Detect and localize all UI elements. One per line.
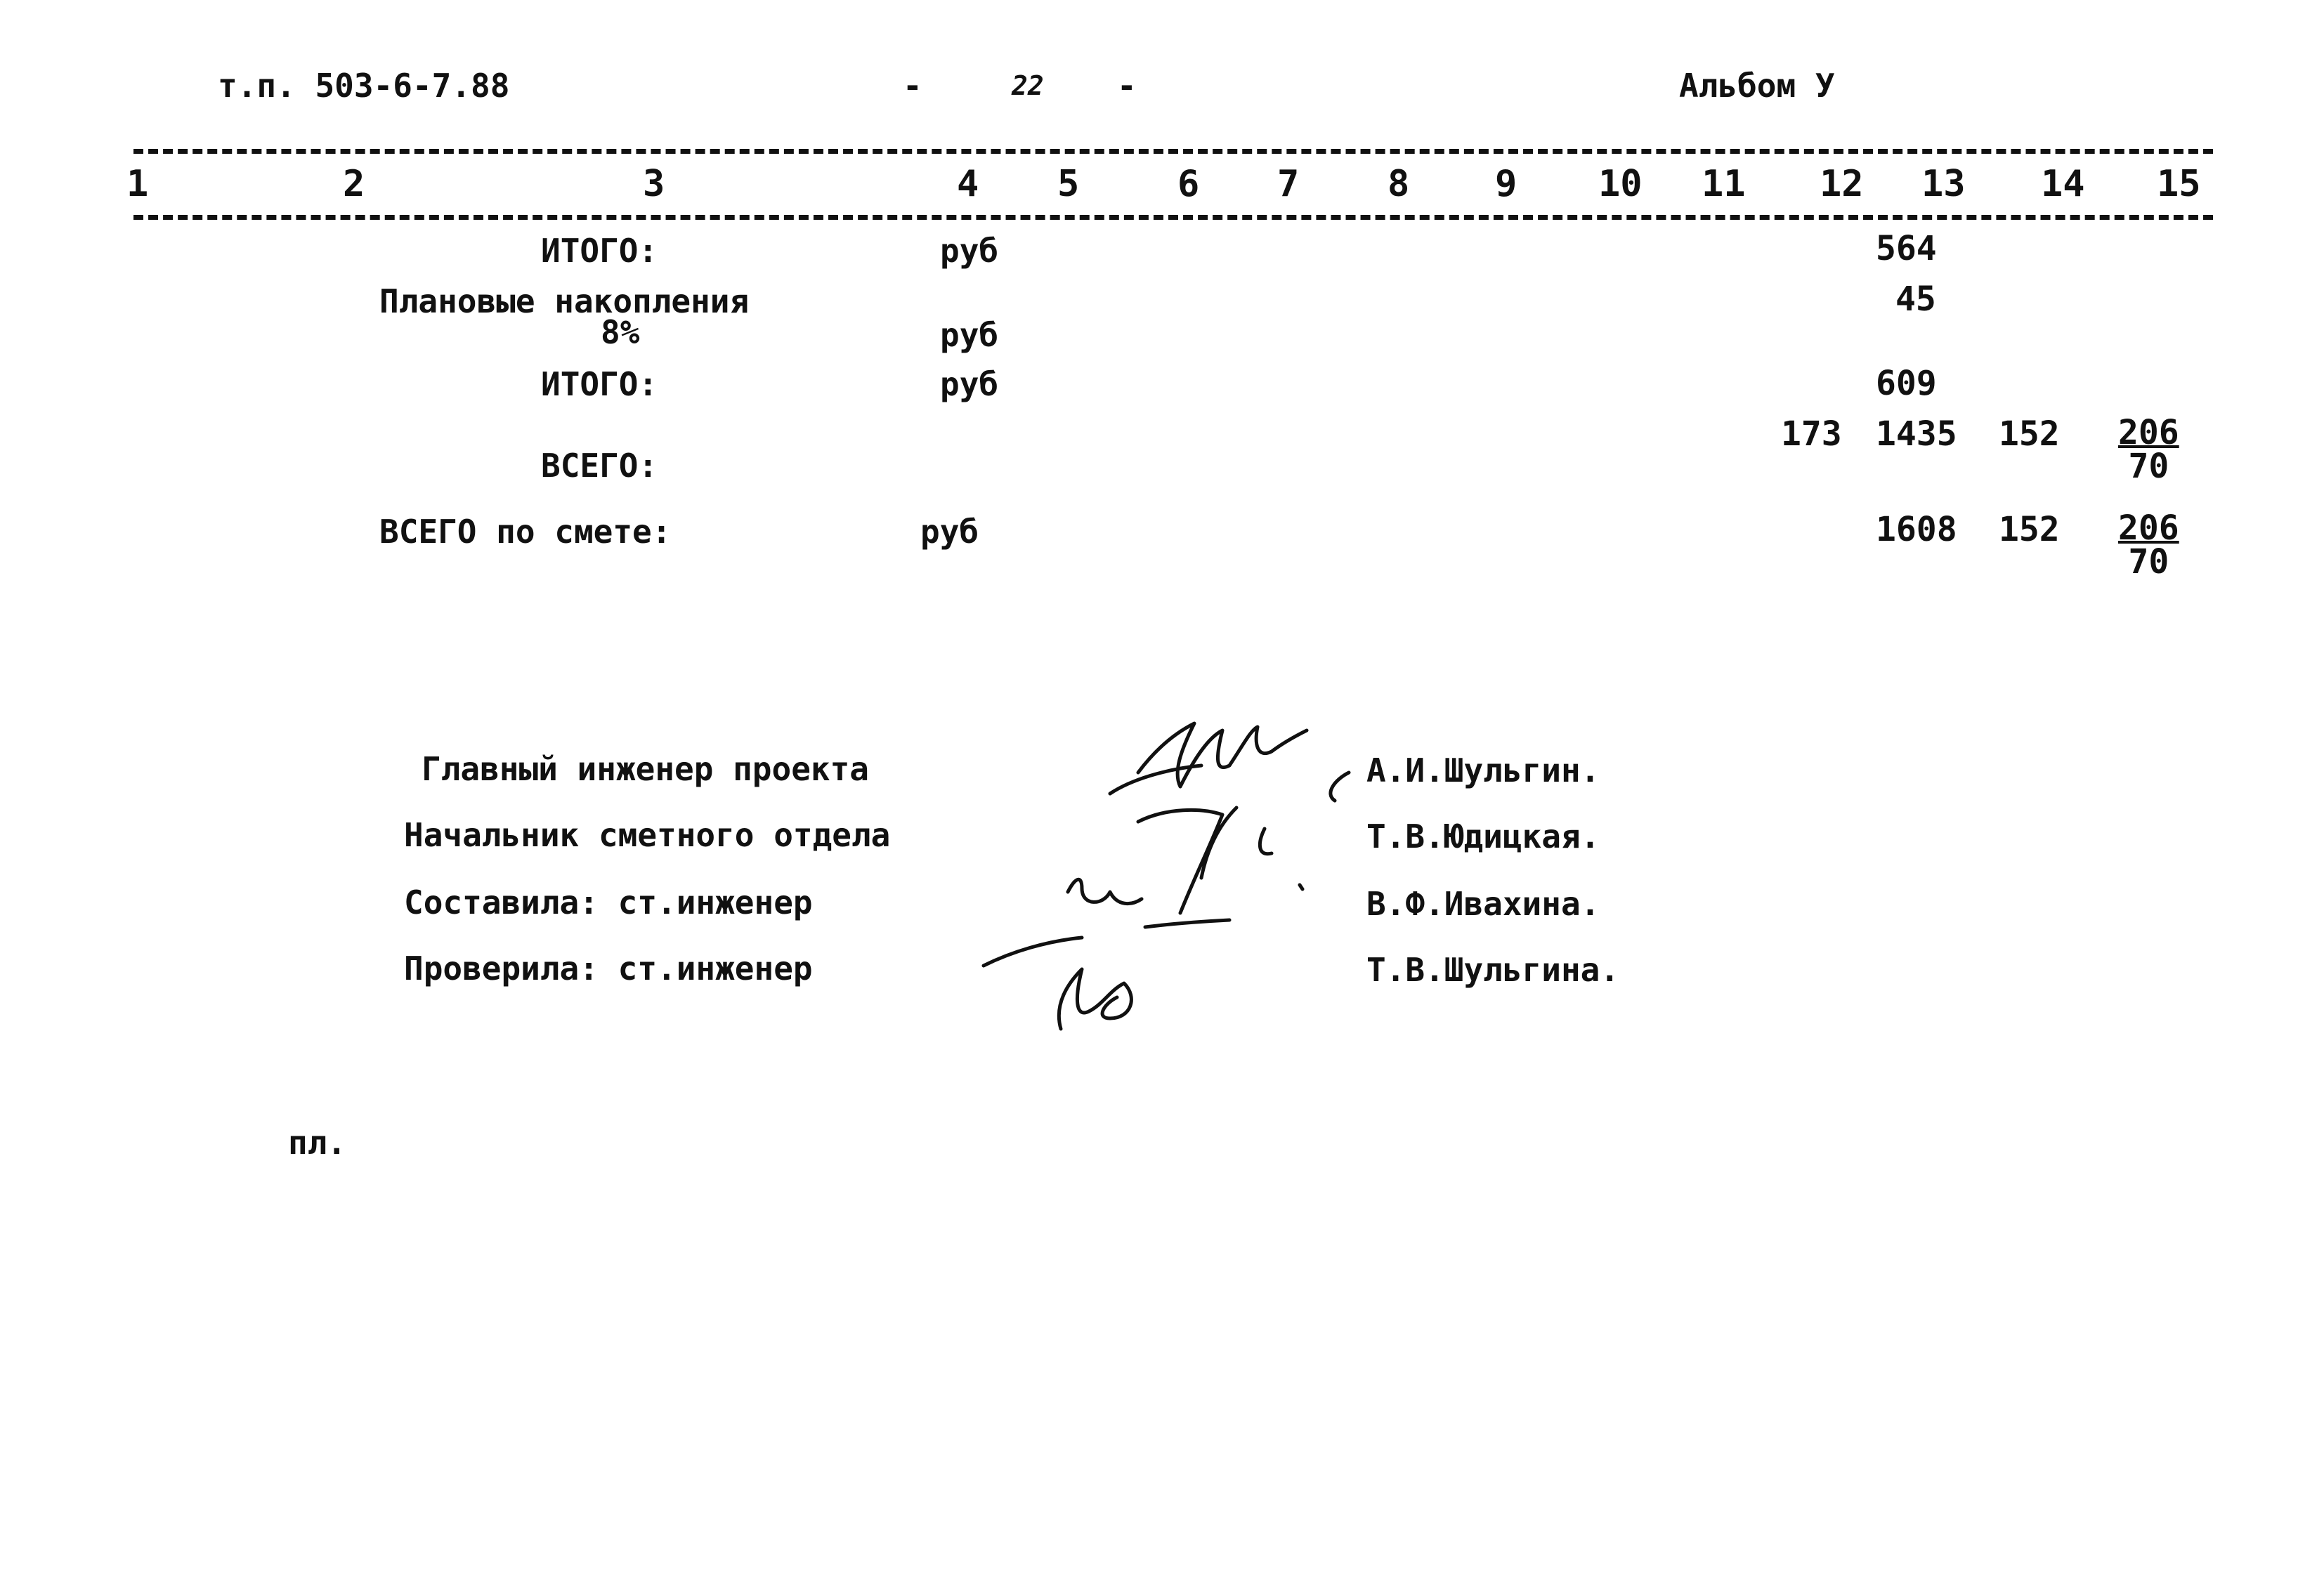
column-number-1: 1 (126, 163, 149, 205)
footer-note: пл. (288, 1124, 347, 1162)
row-itogo2-col13: 609 (1876, 364, 1937, 403)
signature-name-compiled-by: В.Ф.Ивахина. (1366, 885, 1600, 923)
signature-scribble-1 (1110, 723, 1307, 794)
signature-role-head-estimates: Начальник сметного отдела (404, 816, 891, 854)
row-itogo-unit: руб (940, 232, 999, 270)
row-planned-col13: 45 (1895, 280, 1936, 319)
row-vsego-col12: 173 (1781, 414, 1842, 454)
column-number-8: 8 (1388, 163, 1410, 205)
column-number-7: 7 (1277, 163, 1300, 205)
column-number-15: 15 (2157, 163, 2201, 205)
column-number-2: 2 (343, 163, 365, 205)
table-header-bottom-rule (133, 215, 2213, 220)
signature-name-chief-engineer: А.И.Шульгин. (1366, 751, 1600, 789)
row-itogo-col13: 564 (1876, 229, 1937, 268)
signature-role-chief-engineer: Главный инженер проекта (422, 750, 869, 788)
document-code: т.п. 503-6-7.88 (218, 67, 510, 105)
row-vsego-smeta-col14: 152 (1999, 510, 2060, 549)
row-itogo2-label: ИТОГО: (541, 365, 658, 403)
column-number-5: 5 (1057, 163, 1080, 205)
dash-right: - (1117, 67, 1137, 105)
row-vsego-smeta-label: ВСЕГО по смете: (379, 513, 672, 551)
column-number-12: 12 (1820, 163, 1864, 205)
row-vsego-label: ВСЕГО: (541, 447, 658, 485)
row-vsego-col14: 152 (1999, 414, 2060, 454)
row-vsego-col13: 1435 (1876, 414, 1957, 454)
signature-scribble-3 (984, 879, 1229, 966)
row-vsego-col15-denominator: 70 (2128, 447, 2169, 486)
signature-name-checked-by: Т.В.Шульгина. (1366, 951, 1620, 989)
handwritten-signatures (970, 702, 1391, 1039)
row-planned-percent: 8% (601, 313, 640, 351)
signature-scribble-2 (1138, 773, 1349, 913)
row-vsego-smeta-col13: 1608 (1876, 510, 1957, 549)
row-itogo-label: ИТОГО: (541, 232, 658, 270)
row-itogo2-unit: руб (940, 365, 999, 403)
signature-name-head-estimates: Т.В.Юдицкая. (1366, 817, 1600, 855)
column-number-14: 14 (2041, 163, 2085, 205)
column-number-4: 4 (957, 163, 979, 205)
row-planned-label: Плановые накопления (379, 282, 750, 320)
dash-left: - (903, 67, 922, 105)
album-label: Альбом У (1679, 67, 1835, 105)
column-number-6: 6 (1177, 163, 1200, 205)
row-vsego-smeta-unit: руб (920, 513, 979, 551)
row-planned-unit: руб (940, 316, 999, 354)
column-number-11: 11 (1702, 163, 1746, 205)
column-number-10: 10 (1598, 163, 1643, 205)
row-vsego-smeta-col15-numerator: 206 (2118, 508, 2179, 548)
table-top-rule (133, 149, 2213, 154)
row-vsego-col15-numerator: 206 (2118, 413, 2179, 452)
signature-role-checked-by: Проверила: ст.инженер (404, 950, 813, 987)
column-number-9: 9 (1495, 163, 1517, 205)
row-vsego-smeta-col15-fraction (2118, 508, 2179, 582)
signature-scribble-4 (1059, 969, 1131, 1029)
column-number-13: 13 (1921, 163, 1966, 205)
row-vsego-smeta-col15-denominator: 70 (2128, 542, 2169, 582)
column-number-3: 3 (643, 163, 665, 205)
row-vsego-col15-fraction (2118, 413, 2179, 486)
page-number: 22 (1012, 70, 1044, 101)
signature-role-compiled-by: Составила: ст.инженер (404, 884, 813, 921)
